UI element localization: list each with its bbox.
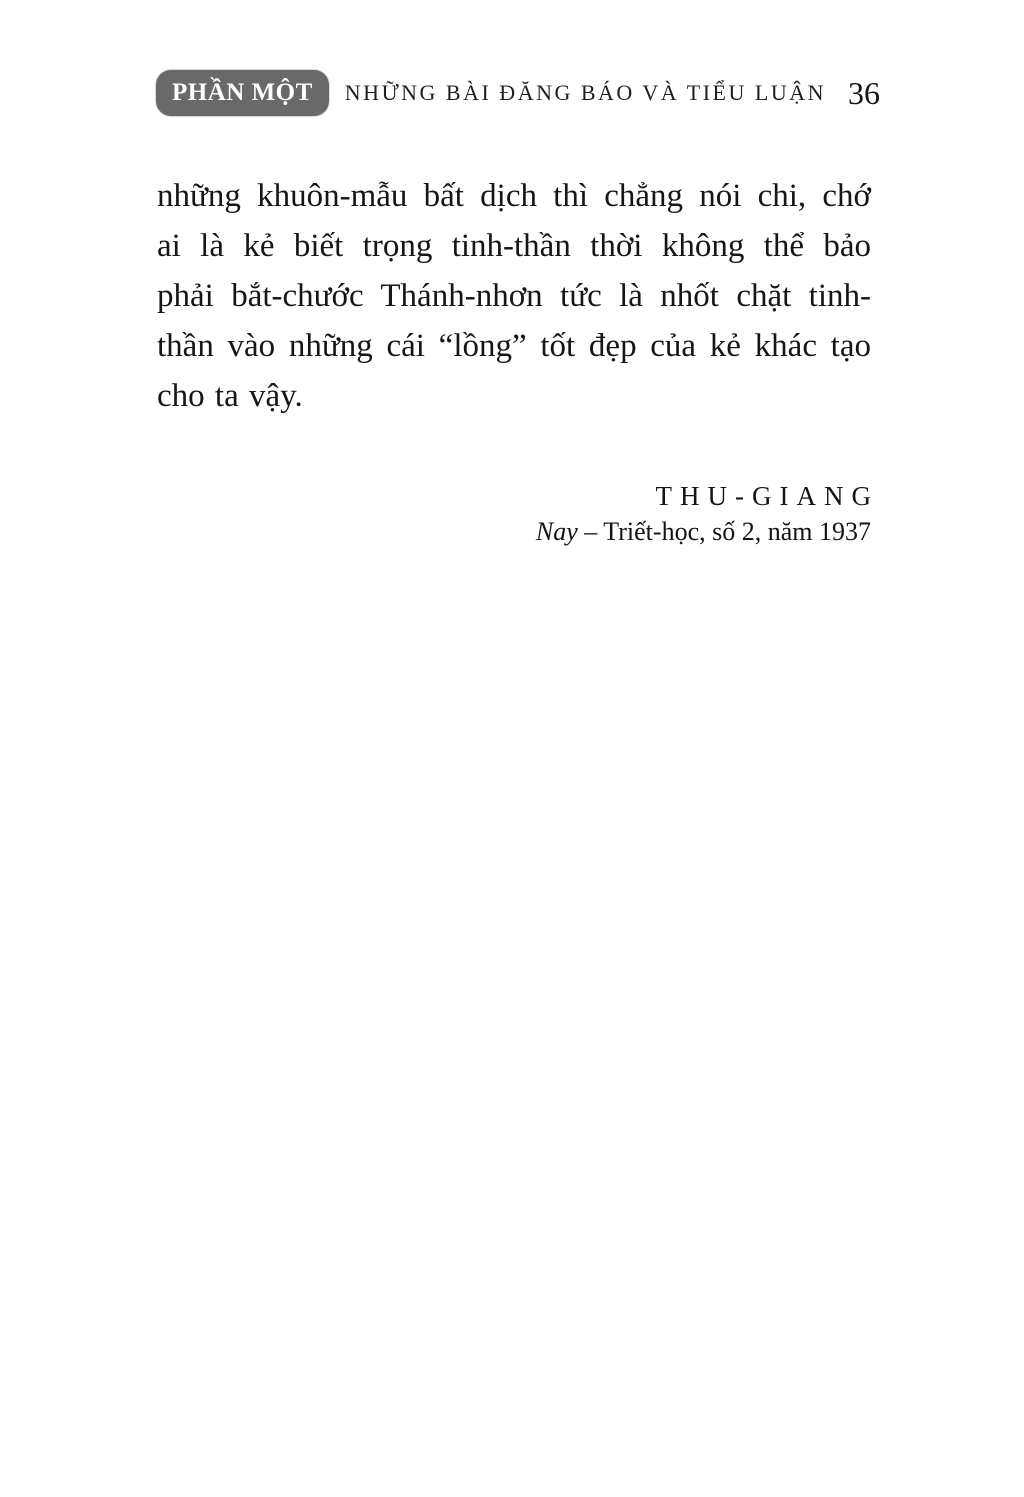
source-title: Nay xyxy=(535,517,578,546)
source-detail: – Triết-học, số 2, năm 1937 xyxy=(577,517,871,546)
page-number: 36 xyxy=(847,74,880,111)
signature-block xyxy=(157,481,879,547)
paragraph-line: thần vào những cái “lồng” tốt đẹp của kẻ khác tạo xyxy=(157,328,871,364)
paragraph-line: phải bắt-chước Thánh-nhơn tức là nhốt chặt tinh- xyxy=(157,278,871,314)
part-badge: PHẦN MỘT xyxy=(156,70,329,116)
paragraph-line: những khuôn-mẫu bất dịch thì chẳng nói chi, chớ xyxy=(157,178,871,214)
author-name: THU-GIANG xyxy=(655,481,879,511)
chapter-title: NHỮNG BÀI ĐĂNG BÁO VÀ TIỂU LUẬN xyxy=(344,80,826,105)
paragraph xyxy=(157,171,871,421)
page-header xyxy=(156,70,880,116)
paragraph-line: cho ta vậy. xyxy=(157,378,303,414)
paragraph-line: ai là kẻ biết trọng tinh-thần thời không thể bảo xyxy=(157,228,871,264)
source-citation xyxy=(157,517,871,547)
